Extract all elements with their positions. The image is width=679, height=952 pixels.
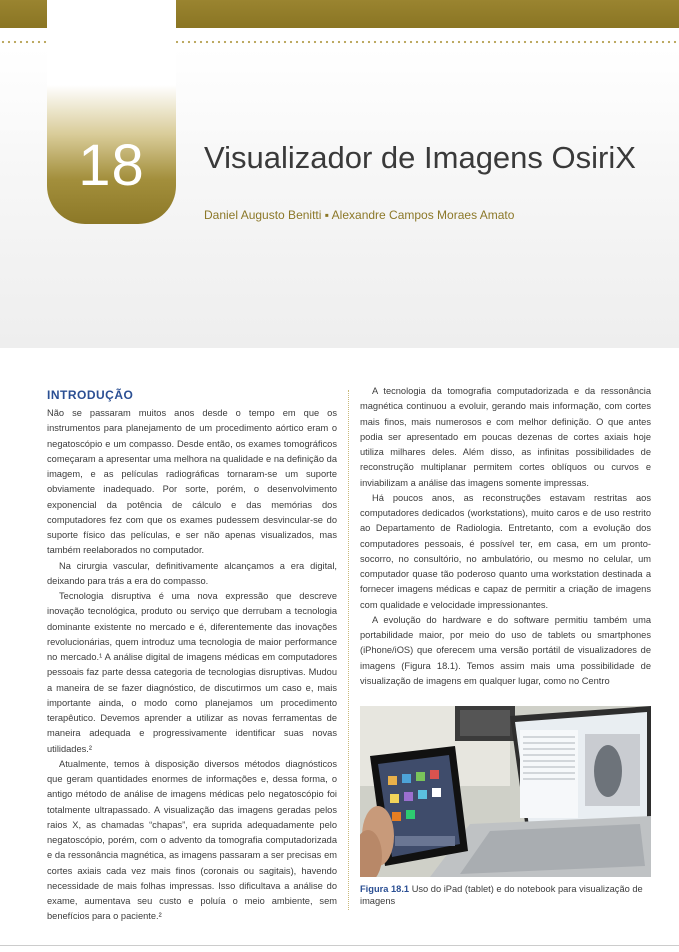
chapter-number: 18 [78,133,145,198]
left-column [47,406,337,925]
chapter-title: Visualizador de Imagens OsiriX [204,140,636,175]
figure-label: Figura 18.1 [360,884,410,894]
paragraph: Não se passaram muitos anos desde o tempo em que os instrumentos para planejamento de um procedimento aórtico eram o negatoscópio e um compasso. Desde então, os exames tomográficos começaram a apresentar uma melhora na qualidade e na definição da imagem, e as películas radiográficas tornaram-se um suporte obviamente inadequado. Por sorte, porém, o desenvolvimento exponencial da potência de cálculo e das memórias dos computadores fez com que os exames pudessem desvincular-se do suporte físico das películas, e ser não apenas visualizados, mas também reelaborados no computador. [47,408,337,556]
right-column [360,384,651,689]
paragraph: Há poucos anos, as reconstruções estavam restritas aos computadores dedicados (workstations), muito caros e de uso restrito ao Departamento de Radiologia. Entretanto, com a evolução dos computadores pessoais, é possível ter, em casa, em um pronto-socorro, no consultório, no ambulatório, ou mesmo no celular, um computador quase tão poderoso quanto uma workstation destinada a fornecer imagens médicas e capaz de permitir a criação de imagens com qualidade e velocidade impressionantes. [360,492,651,610]
column-divider [348,390,349,910]
paragraph: A tecnologia da tomografia computadorizada e da ressonância magnética continuou a evoluir, gerando mais informação, com cortes mais finos, mais numerosos e com melhor definição. O que antes podia ser apresentado em poucas dezenas de cortes axiais hoje utiliza milhares deles. Além disso, as infinitas possibilidades de reconstrução multiplanar permitem cortes oblíquos ou curvos e inviabilizam a análise das imagens somente impressas. [360,386,651,488]
paragraph: A evolução do hardware e do software permitiu também uma portabilidade maior, por meio do uso de tablets ou smartphones (iPhone/iOS) que oferecem uma versão portátil de visualizadores de imagens (Figura 18.1). Temos assim mais uma possibilidade de visualização de imagens em qualquer lugar, como no Centro [360,614,651,686]
paragraph: Atualmente, temos à disposição diversos métodos diagnósticos que geram quantidades enormes de informações e, dessa forma, o antigo método de análise de imagens médicas pelo negatoscópio foi totalmente ultrapassado. A visualização das imagens geradas pelos raios X, as chamadas “chapas”, era suprida adequadamente pelo negatoscópio, porém, com o advento da tomografia computadorizada e da ressonância magnética, as imagens passaram a ser precisas em cortes axiais cada vez mais finos (coronais ou sagitais), havendo necessidade de mais folhas impressas. Isso dificultava a análise do exame, aumentava seu custo e poluía o meio ambiente, sem benefícios para o paciente.² [47,758,337,922]
figure-caption-text: Uso do iPad (tablet) e do notebook para visualização de imagens [360,884,643,906]
bottom-rule [0,945,679,946]
figure-photo [360,706,651,877]
paragraph: Na cirurgia vascular, definitivamente alcançamos a era digital, deixando para trás a era do compasso. [47,560,337,586]
figure-caption [360,883,651,907]
chapter-authors: Daniel Augusto Benitti ▪ Alexandre Campos Moraes Amato [204,208,515,222]
paragraph: Tecnologia disruptiva é uma nova expressão que descreve inovação tecnológica, produto ou serviço que derrubam a tecnologia dominante existente no mercado e é, diferentemente das inovações revolucionárias, quem introduz uma tecnologia de maior performance no mercado.¹ A análise digital de imagens médicas em computadores pessoais faz parte dessa categoria de tecnologias disruptivas. Mudou a maneira de se fazer diagnóstico, de discutirmos um caso e, mais importante ainda, o modo como planejamos um procedimento terapêutico. Devemos aprender a utilizar as novas ferramentas de maneira adequada e progressivamente identificar suas novas utilidades.² [47,591,337,754]
section-heading: INTRODUÇÃO [47,388,134,402]
